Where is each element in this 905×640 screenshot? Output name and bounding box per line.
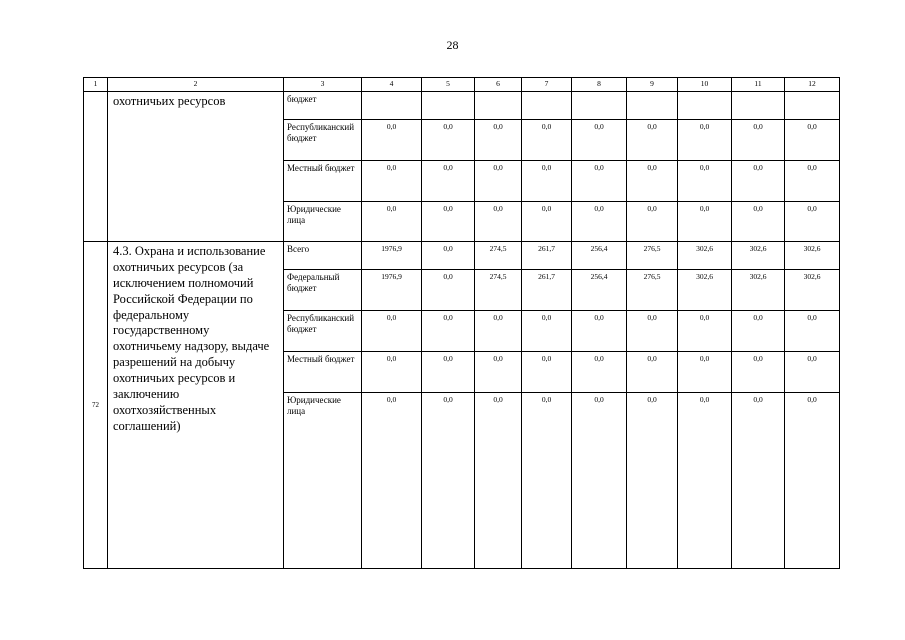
- budget-table: [83, 77, 840, 569]
- value-cell: 0,0: [785, 202, 840, 242]
- column-number: 2: [108, 78, 284, 92]
- value-cell: 1976,9: [362, 242, 422, 270]
- page-number: 28: [446, 38, 459, 52]
- funding-source: Всего: [284, 242, 362, 270]
- value-cell: 302,6: [785, 242, 840, 270]
- column-number: 4: [362, 78, 422, 92]
- column-number: 8: [572, 78, 627, 92]
- value-cell: 276,5: [627, 242, 678, 270]
- value-cell: 302,6: [785, 270, 840, 311]
- column-number: 7: [522, 78, 572, 92]
- value-cell: [362, 92, 422, 120]
- value-cell: 0,0: [522, 311, 572, 352]
- value-cell: 0,0: [572, 161, 627, 202]
- value-cell: [678, 92, 732, 120]
- value-cell: 0,0: [362, 202, 422, 242]
- value-cell: 0,0: [422, 242, 475, 270]
- value-cell: 0,0: [422, 270, 475, 311]
- value-cell: 256,4: [572, 242, 627, 270]
- value-cell: 0,0: [732, 352, 785, 393]
- funding-source: Республиканский бюджет: [284, 311, 362, 352]
- value-cell: 0,0: [572, 202, 627, 242]
- item-name: охотничьих ресурсов: [108, 92, 284, 242]
- value-cell: 261,7: [522, 242, 572, 270]
- value-cell: 0,0: [362, 161, 422, 202]
- value-cell: 0,0: [475, 393, 522, 569]
- value-cell: 0,0: [627, 120, 678, 161]
- value-cell: 0,0: [475, 352, 522, 393]
- value-cell: 0,0: [627, 352, 678, 393]
- value-cell: 0,0: [362, 311, 422, 352]
- value-cell: 0,0: [572, 352, 627, 393]
- value-cell: 0,0: [627, 161, 678, 202]
- table-row: [84, 92, 840, 120]
- value-cell: 0,0: [422, 161, 475, 202]
- value-cell: 0,0: [678, 311, 732, 352]
- value-cell: 0,0: [522, 161, 572, 202]
- item-name: 4.3. Охрана и использование охотничьих ресурсов (за исключением полномочий Российской Федерации по федеральному государственному охотничьему надзору, выдаче разрешений на добычу охотничьих ресурсов и заключению охотхозяйственных соглашений): [108, 242, 284, 569]
- value-cell: 0,0: [475, 120, 522, 161]
- value-cell: 0,0: [422, 352, 475, 393]
- value-cell: 0,0: [522, 120, 572, 161]
- value-cell: 0,0: [522, 393, 572, 569]
- value-cell: 302,6: [678, 242, 732, 270]
- value-cell: 0,0: [785, 161, 840, 202]
- value-cell: 0,0: [572, 311, 627, 352]
- value-cell: 0,0: [732, 120, 785, 161]
- value-cell: 0,0: [732, 393, 785, 569]
- value-cell: 256,4: [572, 270, 627, 311]
- value-cell: 0,0: [627, 311, 678, 352]
- row-number: 72: [84, 242, 108, 569]
- value-cell: 0,0: [362, 120, 422, 161]
- value-cell: 0,0: [362, 352, 422, 393]
- value-cell: 0,0: [522, 352, 572, 393]
- value-cell: 0,0: [678, 161, 732, 202]
- column-number: 12: [785, 78, 840, 92]
- value-cell: 0,0: [785, 352, 840, 393]
- value-cell: 0,0: [422, 393, 475, 569]
- funding-source: Республиканский бюджет: [284, 120, 362, 161]
- header-row: [84, 78, 840, 92]
- value-cell: 0,0: [475, 202, 522, 242]
- value-cell: 274,5: [475, 270, 522, 311]
- column-number: 5: [422, 78, 475, 92]
- value-cell: 0,0: [732, 311, 785, 352]
- funding-source: Местный бюджет: [284, 161, 362, 202]
- value-cell: 0,0: [475, 311, 522, 352]
- value-cell: 0,0: [422, 311, 475, 352]
- value-cell: 261,7: [522, 270, 572, 311]
- value-cell: 0,0: [572, 393, 627, 569]
- funding-source: Юридические лица: [284, 202, 362, 242]
- column-number: 11: [732, 78, 785, 92]
- value-cell: 0,0: [732, 161, 785, 202]
- column-number: 10: [678, 78, 732, 92]
- value-cell: 0,0: [422, 202, 475, 242]
- table-row: [84, 242, 840, 270]
- value-cell: [422, 92, 475, 120]
- value-cell: 0,0: [678, 352, 732, 393]
- funding-source: Юридические лица: [284, 393, 362, 569]
- value-cell: 0,0: [422, 120, 475, 161]
- value-cell: 302,6: [678, 270, 732, 311]
- value-cell: 0,0: [572, 120, 627, 161]
- column-number: 3: [284, 78, 362, 92]
- value-cell: 302,6: [732, 270, 785, 311]
- value-cell: 0,0: [678, 120, 732, 161]
- value-cell: 0,0: [678, 202, 732, 242]
- funding-source: Федеральный бюджет: [284, 270, 362, 311]
- value-cell: 0,0: [362, 393, 422, 569]
- value-cell: 302,6: [732, 242, 785, 270]
- row-number: [84, 92, 108, 242]
- funding-source: бюджет: [284, 92, 362, 120]
- value-cell: 0,0: [785, 393, 840, 569]
- value-cell: [522, 92, 572, 120]
- value-cell: 1976,9: [362, 270, 422, 311]
- value-cell: [785, 92, 840, 120]
- value-cell: [475, 92, 522, 120]
- value-cell: [627, 92, 678, 120]
- value-cell: 0,0: [627, 393, 678, 569]
- value-cell: 0,0: [522, 202, 572, 242]
- value-cell: 274,5: [475, 242, 522, 270]
- value-cell: [732, 92, 785, 120]
- value-cell: 0,0: [627, 202, 678, 242]
- value-cell: 0,0: [678, 393, 732, 569]
- value-cell: 0,0: [785, 120, 840, 161]
- funding-source: Местный бюджет: [284, 352, 362, 393]
- value-cell: 276,5: [627, 270, 678, 311]
- column-number: 9: [627, 78, 678, 92]
- value-cell: 0,0: [785, 311, 840, 352]
- value-cell: 0,0: [732, 202, 785, 242]
- column-number: 6: [475, 78, 522, 92]
- value-cell: 0,0: [475, 161, 522, 202]
- value-cell: [572, 92, 627, 120]
- column-number: 1: [84, 78, 108, 92]
